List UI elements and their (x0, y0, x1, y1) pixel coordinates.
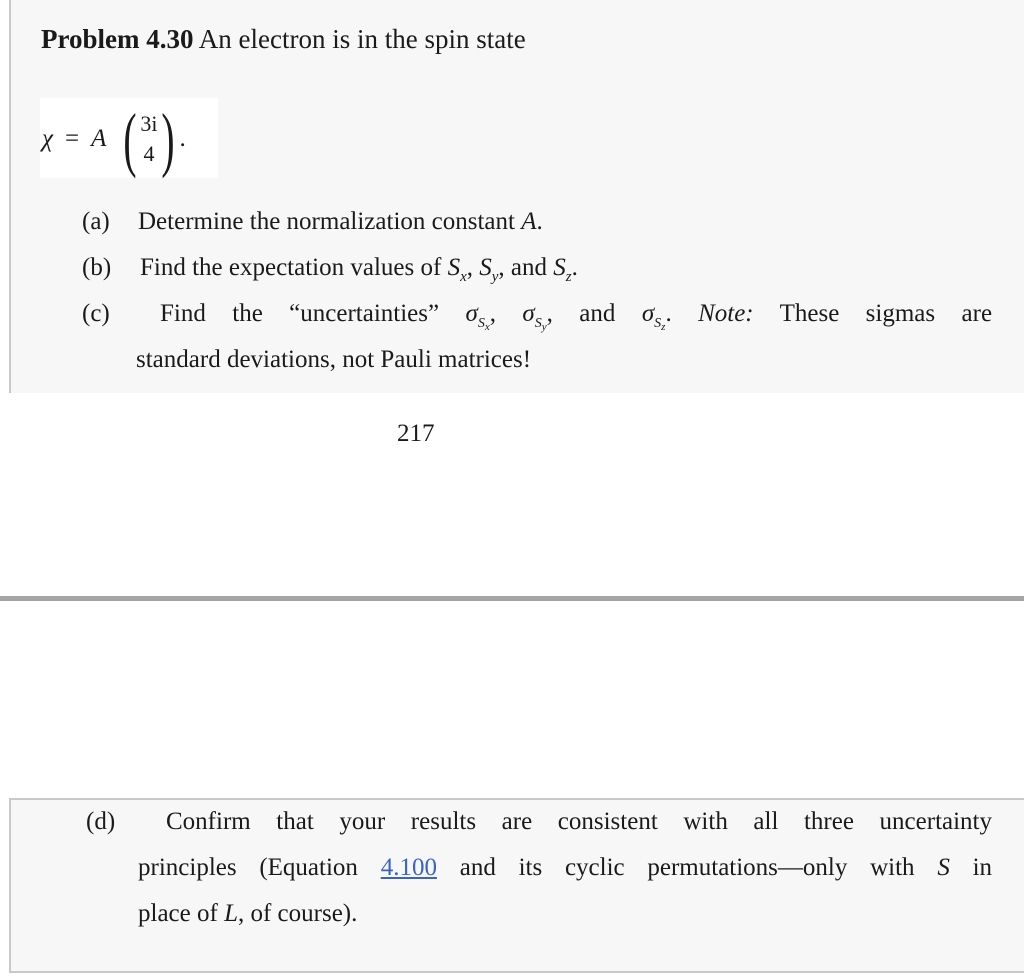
equals-sign: = (65, 125, 80, 152)
equation-link[interactable]: 4.100 (380, 854, 437, 881)
spinor-vector (140, 109, 157, 169)
problem-intro: An electron is in the spin state (198, 24, 526, 54)
part-d-line3: place of L, of course). (138, 900, 358, 927)
right-paren: ) (160, 99, 175, 179)
part-c-label: (c) (82, 300, 110, 327)
page-divider (0, 596, 1024, 601)
part-a-text: Determine the normalization constant A. (138, 208, 543, 235)
problem-title: Problem 4.30 (41, 24, 194, 54)
chi-symbol: χ (42, 125, 53, 152)
part-b-text: Find the expectation values of $S_x$, $S_y$, and $S_z$. (140, 254, 578, 285)
part-c-line2: standard deviations, not Pauli matrices! (136, 346, 532, 373)
equation-period: . (179, 125, 186, 152)
spinor-top: 3i (140, 111, 158, 136)
part-a-label: (a) (82, 208, 110, 235)
spinor-bottom: 4 (143, 141, 155, 166)
part-c-line1: Find the “uncertainties” $\sigma_{S_x}$, $\sigma_{S_y}$, and $\sigma_{S_z}$. Note: These sigmas are (160, 300, 993, 333)
part-d-line2: principles (Equation 4.100 and its cyclic permutations—only with S in (138, 854, 993, 881)
left-paren: ( (123, 99, 137, 179)
normalization-symbol: A (91, 125, 107, 152)
page-number: 217 (397, 420, 435, 447)
problem-panel (9, 0, 1024, 393)
part-b-label: (b) (82, 254, 112, 281)
part-d-label: (d) (86, 808, 116, 835)
part-d-line1: Confirm that your results are consistent with all three uncertainty (166, 808, 992, 835)
spin-state-equation (42, 99, 186, 179)
problem-heading (41, 24, 526, 55)
